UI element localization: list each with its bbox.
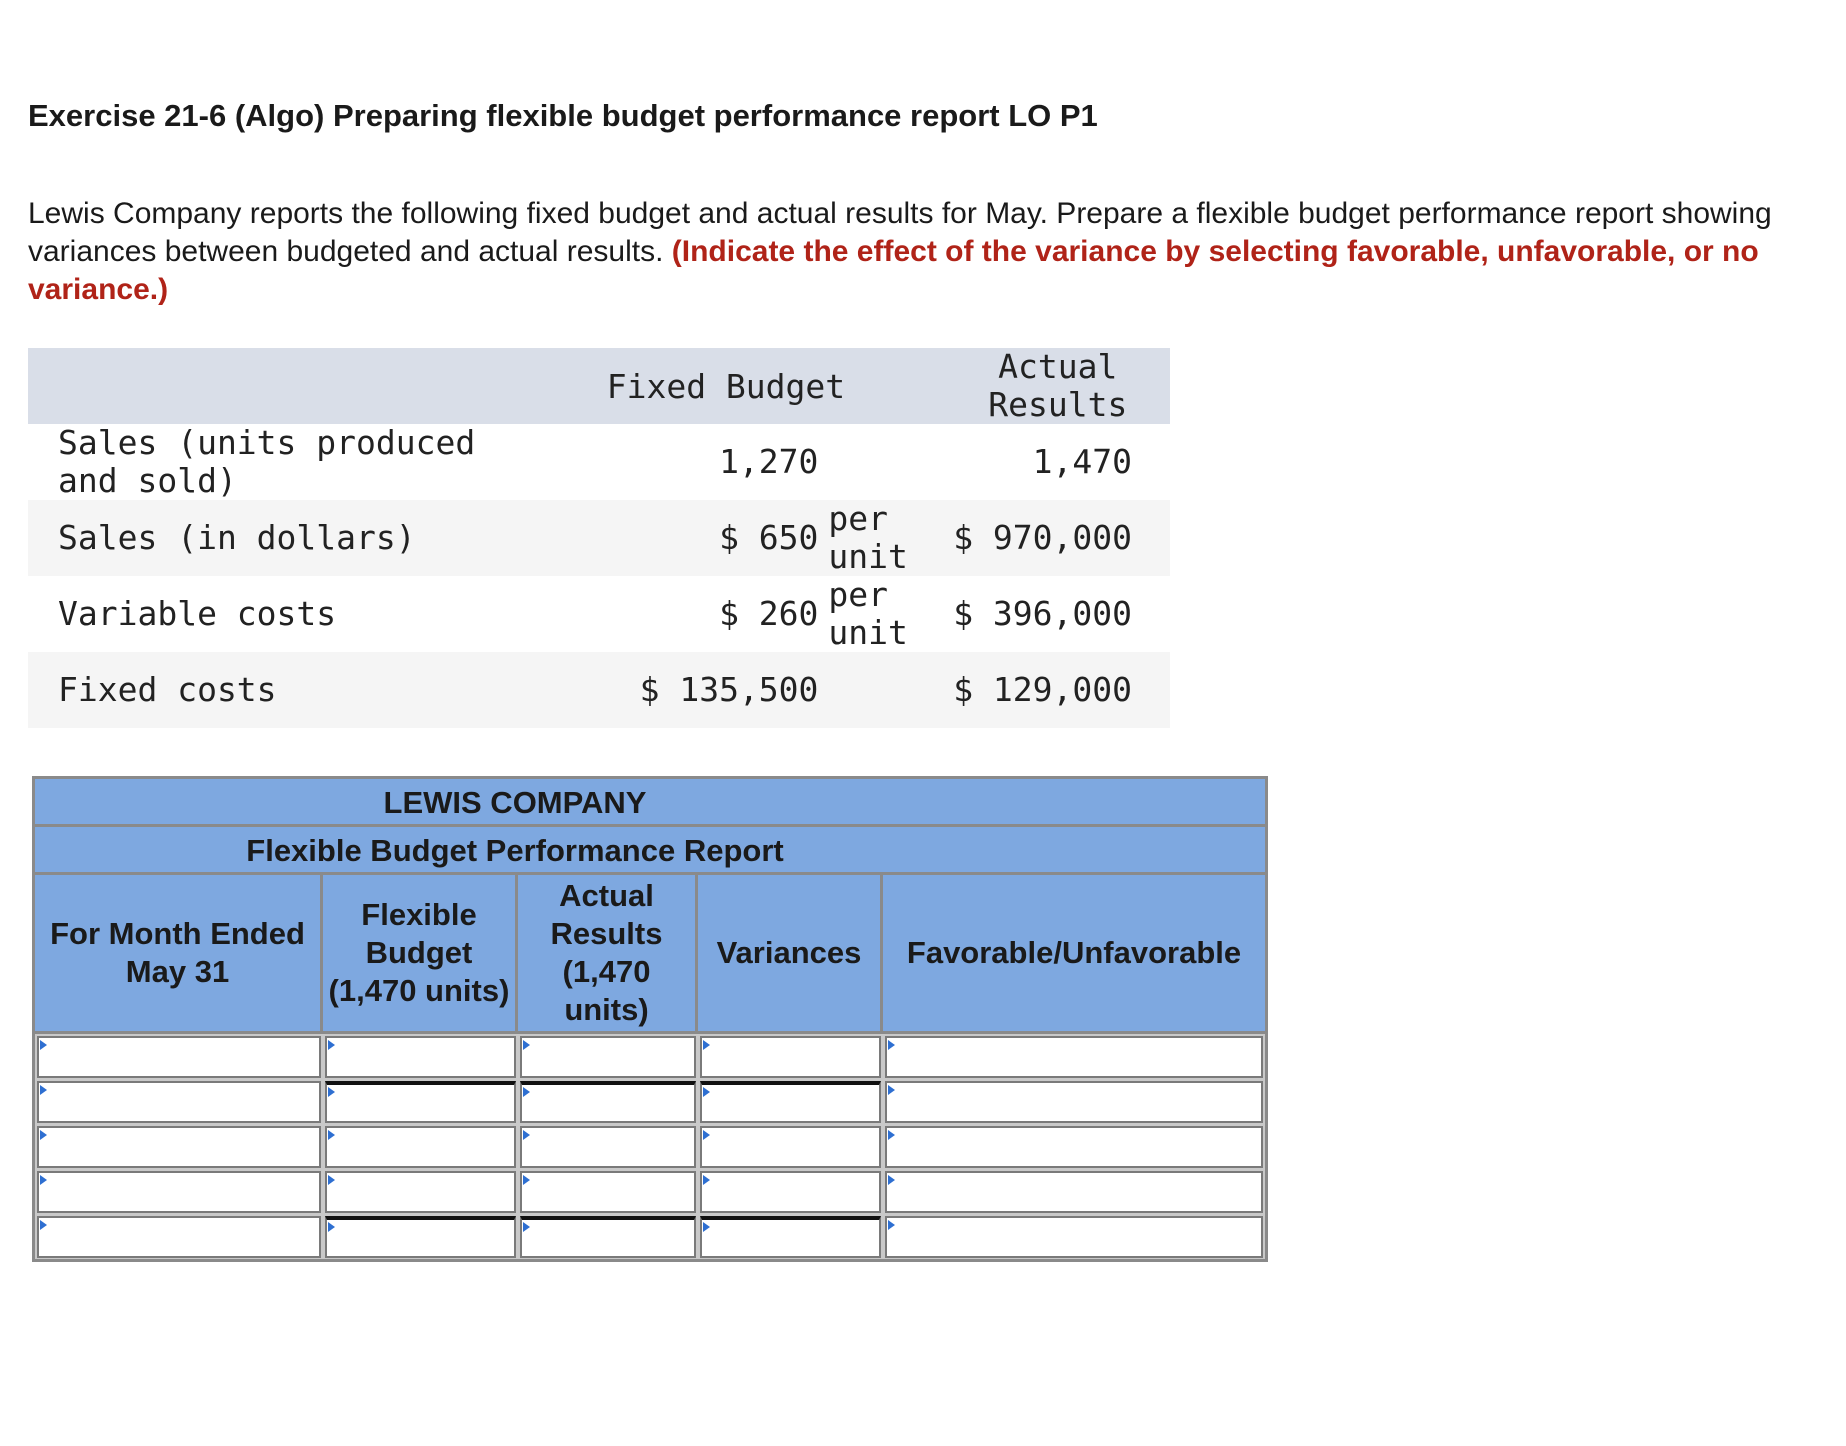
cell-flexible-budget-row-2[interactable] <box>325 1081 516 1123</box>
cell-account-row-5[interactable] <box>37 1216 321 1258</box>
cell-favorable-unfavorable-row-1[interactable] <box>885 1036 1263 1078</box>
given-data-table <box>28 348 1170 728</box>
cell-flexible-budget-row-3[interactable] <box>325 1126 516 1168</box>
cell-variance-row-5[interactable] <box>700 1216 881 1258</box>
cell-variance-row-1[interactable] <box>700 1036 881 1078</box>
cell-flexible-budget-row-4[interactable] <box>325 1171 516 1213</box>
col-header-variances: Variances <box>698 875 883 1031</box>
cell-actual-results-row-1[interactable] <box>520 1036 696 1078</box>
fixed-value: $ 260 <box>719 594 819 633</box>
fixed-value: $ 650 <box>719 518 819 557</box>
exercise-title: Exercise 21-6 (Algo) Preparing flexible budget performance report LO P1 <box>28 98 1098 133</box>
flexible-budget-report <box>32 776 1268 1262</box>
report-company: LEWIS COMPANY <box>383 785 647 820</box>
fixed-unit: per unit <box>828 575 908 652</box>
prompt-instruction: (Indicate the effect of the variance by selecting favorable, unfavorable, or no variance.) <box>28 235 1759 306</box>
fixed-value: $ 135,500 <box>639 670 819 709</box>
cell-account-row-2[interactable] <box>37 1081 321 1123</box>
cell-favorable-unfavorable-row-3[interactable] <box>885 1126 1263 1168</box>
row-label: Variable costs <box>58 594 337 633</box>
cell-flexible-budget-row-5[interactable] <box>325 1216 516 1258</box>
cell-flexible-budget-row-1[interactable] <box>325 1036 516 1078</box>
cell-favorable-unfavorable-row-5[interactable] <box>885 1216 1263 1258</box>
col-header-flexible-budget: Flexible Budget (1,470 units) <box>323 875 518 1031</box>
cell-actual-results-row-3[interactable] <box>520 1126 696 1168</box>
cell-account-row-4[interactable] <box>37 1171 321 1213</box>
cell-actual-results-row-5[interactable] <box>520 1216 696 1258</box>
actual-value: 1,470 <box>1032 442 1132 481</box>
fixed-value: 1,270 <box>719 442 819 481</box>
given-row-units <box>28 424 1170 500</box>
given-row-variable-costs <box>28 576 1170 652</box>
actual-value: $ 129,000 <box>953 670 1132 709</box>
report-title-band <box>35 827 1265 875</box>
cell-variance-row-2[interactable] <box>700 1081 881 1123</box>
row-label: Sales (in dollars) <box>58 518 416 557</box>
exercise-prompt <box>28 195 1788 309</box>
actual-results-header: Actual Results <box>988 347 1128 424</box>
given-header-row <box>28 348 1170 424</box>
row-label: Sales (units produced and sold) <box>58 423 476 500</box>
cell-account-row-1[interactable] <box>37 1036 321 1078</box>
fixed-unit <box>818 652 945 728</box>
given-row-fixed-costs <box>28 652 1170 728</box>
fixed-budget-header: Fixed Budget <box>606 366 846 406</box>
col-header-month: For Month Ended May 31 <box>35 875 323 1031</box>
col-header-actual-results: Actual Results (1,470 units) <box>518 875 698 1031</box>
report-company-band <box>35 779 1265 827</box>
cell-account-row-3[interactable] <box>37 1126 321 1168</box>
cell-actual-results-row-4[interactable] <box>520 1171 696 1213</box>
cell-variance-row-4[interactable] <box>700 1171 881 1213</box>
report-title: Flexible Budget Performance Report <box>246 833 784 868</box>
col-header-favorable-unfavorable: Favorable/Unfavorable <box>906 935 1242 970</box>
fixed-unit <box>818 424 945 500</box>
report-input-rows <box>35 1031 1265 1259</box>
prompt-text: Lewis Company reports the following fixed budget and actual results for May. Prepare a flexible budget performance report showing variances between budgeted and actual results. <box>28 197 1772 268</box>
cell-favorable-unfavorable-row-4[interactable] <box>885 1171 1263 1213</box>
actual-value: $ 396,000 <box>953 594 1132 633</box>
fixed-unit: per unit <box>828 499 908 576</box>
given-row-sales <box>28 500 1170 576</box>
cell-variance-row-3[interactable] <box>700 1126 881 1168</box>
actual-value: $ 970,000 <box>953 518 1132 557</box>
cell-favorable-unfavorable-row-2[interactable] <box>885 1081 1263 1123</box>
cell-actual-results-row-2[interactable] <box>520 1081 696 1123</box>
row-label: Fixed costs <box>58 670 277 709</box>
